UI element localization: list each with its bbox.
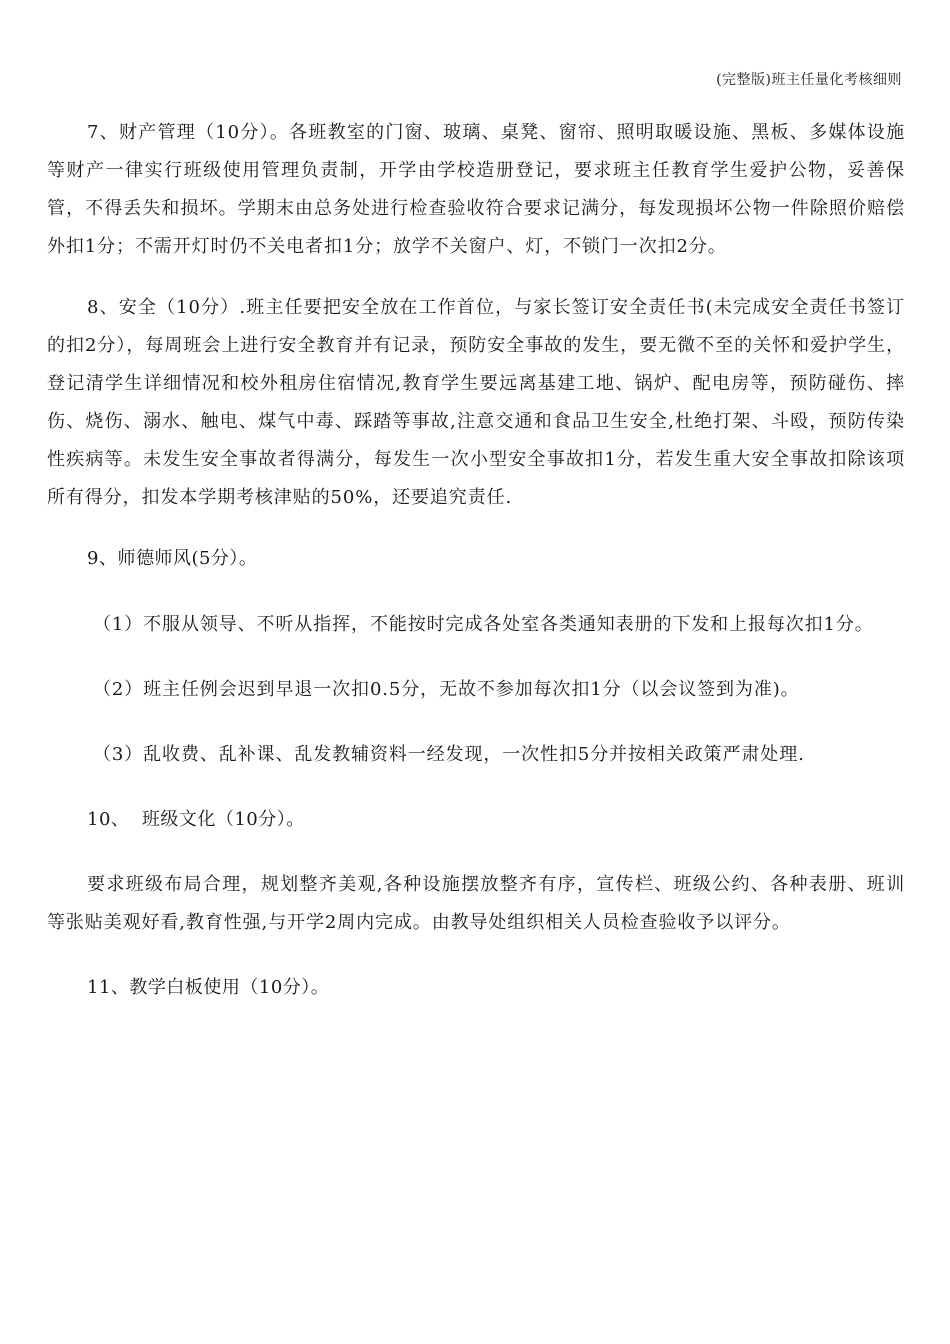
section-10-requirements: 要求班级布局合理，规划整齐美观,各种设施摆放整齐有序，宣传栏、班级公约、各种表册、班训等张贴美观好看,教育性强,与开学2周内完成。由教导处组织相关人员检查验收予以评分。 xyxy=(47,874,905,933)
section-8-safety: 8、安全（10分）.班主任要把安全放在工作首位，与家长签订安全责任书(未完成安全责任书签订的扣2分），每周班会上进行安全教育并有记录，预防安全事故的发生，要无微不至的关怀和爱护学生，登记清学生详细情况和校外租房住宿情况,教育学生要远离基建工地、锅炉、配电房等，预防碰伤、摔伤、烧伤、溺水、触电、煤气中毒、踩踏等事故,注意交通和食品卫生安全,杜绝打架、斗殴，预防传染性疾病等。未发生安全事故者得满分，每发生一次小型安全事故扣1分，若发生重大安全事故扣除该项所有得分，扣发本学期考核津贴的50%，还要追究责任. xyxy=(47,297,905,508)
section-9-item-1: （1）不服从领导、不听从指挥，不能按时完成各处室各类通知表册的下发和上报每次扣1分。 xyxy=(93,614,874,635)
section-9-item-3: （3）乱收费、乱补课、乱发教辅资料一经发现，一次性扣5分并按相关政策严肃处理. xyxy=(93,744,805,765)
page-header-title: (完整版)班主任量化考核细则 xyxy=(716,72,902,88)
section-9-teacher-ethics: 9、师德师风(5分）。 xyxy=(87,548,258,569)
section-9-item-2: （2）班主任例会迟到早退一次扣0.5分，无故不参加每次扣1分（以会议签到为准)。 xyxy=(93,679,800,700)
section-7-property-management: 7、财产管理（10分）。各班教室的门窗、玻璃、桌凳、窗帘、照明取暖设施、黑板、多媒体设施等财产一律实行班级使用管理负责制，开学由学校造册登记，要求班主任教育学生爱护公物，妥善保管，不得丢失和损坏。学期末由总务处进行检查验收符合要求记满分，每发现损坏公物一件除照价赔偿外扣1分；不需开灯时仍不关电者扣1分；放学不关窗户、灯，不锁门一次扣2分。 xyxy=(47,122,905,257)
section-10-class-culture: 10、 班级文化（10分）。 xyxy=(87,809,305,830)
document-body xyxy=(47,114,905,1007)
section-11-whiteboard-use: 11、教学白板使用（10分）。 xyxy=(87,977,330,998)
